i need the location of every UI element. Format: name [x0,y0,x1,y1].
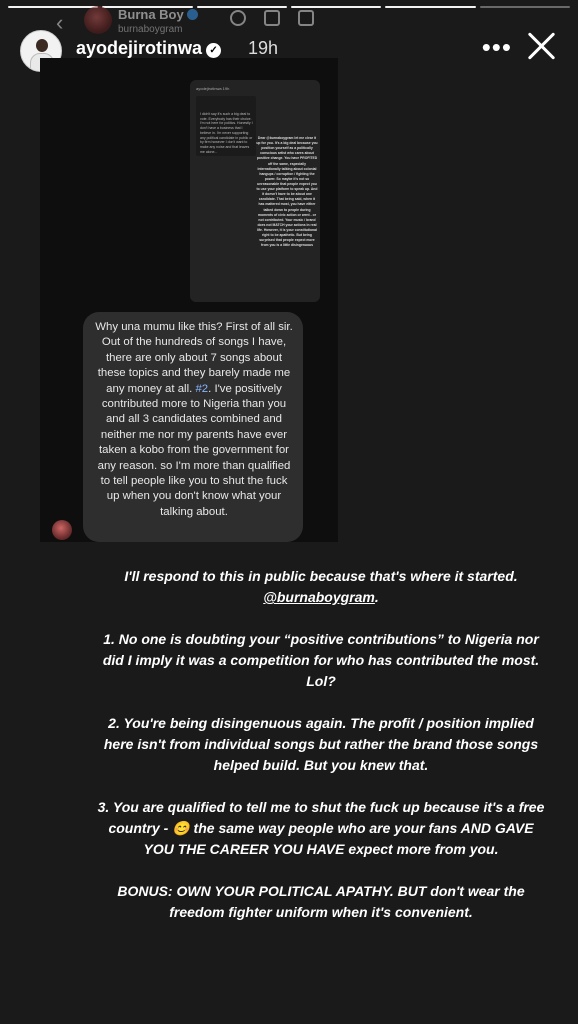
caption-point-3a: 3. You are qualified to tell me to shut the fuck up because it's a free country - [97,799,545,836]
dm-action-icons [230,10,314,26]
close-icon[interactable] [524,28,558,62]
dm-name: Burna Boy [118,7,184,22]
reply-text-part1: Why una mumu like this? First of all sir. Out of the hundreds of songs I have, there are only about 7 songs about these topics and they barely made me any money at all. [95,321,293,395]
caption-intro [96,566,546,608]
phone-icon [230,10,246,26]
story-caption [96,566,546,944]
flag-icon [298,10,314,26]
caption-point-3 [96,797,546,860]
reply-message-bubble [83,312,303,542]
story-time: 19h [248,38,279,58]
verified-icon: ✓ [206,43,221,58]
verified-icon [187,9,198,20]
caption-point-2: 2. You're being disingenuous again. The profit / position implied here isn't from individual songs but rather the brand those songs helped build. But you knew that. [103,715,539,773]
reply-text-part2: . I've positively contributed more to Nigeria than you and all 3 candidates combined and neither me nor my parents have ever taken a kobo from the government for any reason. so I'm more than qualified to tell people like you to shut the fuck up when you don't know what your talking about. [97,382,291,518]
smile-emoji-icon: 😊 [172,820,190,836]
caption-intro-end: . [374,589,379,605]
caption-point-1: 1. No one is doubting your “positive contributions” to Nigeria nor did I imply it was a competition for who has contributed the most. Lol? [102,631,540,689]
reply-sender-avatar [52,520,72,540]
caption-intro-text: I'll respond to this in public because that's where it started. [124,568,518,584]
shared-story-card [190,80,320,302]
shared-story-inner-text: I didn't say it's such a big deal to vote. Everybody has their choice. I'm not here for politics. Honestly I don't have a business that I believe in. I'm never supporting any political candidate in public or by firm however I don't want to make any noise and that leaves me alone... [200,112,253,154]
back-icon: ‹ [56,10,64,35]
shared-story-header: ayodejirotinwa 19h [196,86,230,91]
caption-point-3b: the same way people who are your fans AND GAVE YOU THE CAREER YOU HAVE expect more from you. [143,820,534,857]
shared-story-caption: Dear @burnaboygram let me clear it up for you. It's a big deal because you position yourself as a politically conscious artist who cares about positive change. You have PROFITED off the same, especially internationally talking about colonial hangups / corruption / fighting the power. So maybe it's not so unreasonable that people expect you to use your platform to speak up. And it doesn't have to be about one candidate. That being said, when it has mattered most, you have either talked down to people during moments of civic action or went - or not contributed. Your music / brand does not MATCH your actions in real life. However, it is your constitutional right to be apathetic. But being surprised that people expect more from you is a little disingenuous [256,136,318,248]
caption-bonus: BONUS: OWN YOUR POLITICAL APATHY. BUT don't wear the freedom fighter uniform when it's convenient. [117,883,525,920]
reply-hashtag[interactable]: #2 [195,382,209,395]
story-username-container[interactable] [76,38,221,59]
story-username[interactable]: ayodejirotinwa [76,38,203,58]
caption-mention[interactable]: @burnaboygram [263,589,375,605]
video-icon [264,10,280,26]
avatar-head [36,39,48,52]
more-options-icon[interactable]: ••• [481,32,512,62]
dm-username: burnaboygram [118,24,183,35]
